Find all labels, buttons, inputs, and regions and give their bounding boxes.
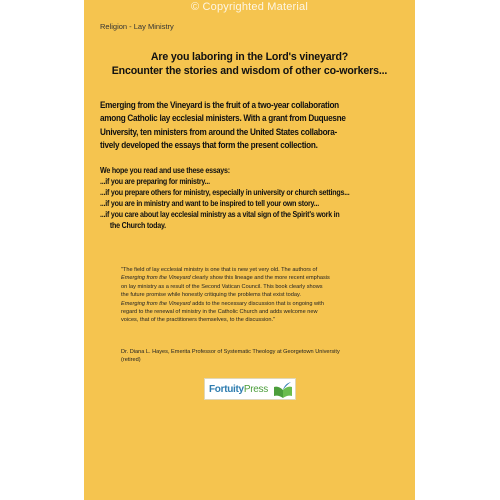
endorsement-quote: [121, 266, 391, 325]
book-title-italic: Emerging from the Vineyard: [121, 300, 191, 307]
logo-word-press: Press: [243, 384, 268, 395]
hope-item: ...if you care about lay ecclesial ministry as a vital sign of the Spirit's work in: [100, 210, 340, 220]
quote-text: adds to the necessary discussion that is ongoing with: [190, 300, 324, 307]
intro-line: Emerging from the Vineyard is the fruit of a two-year collaboration: [100, 100, 339, 110]
hope-list: [100, 165, 375, 232]
intro-line: University, ten ministers from around the United States collabora-: [100, 126, 337, 137]
headline-line-1: Are you laboring in the Lord's vineyard?: [150, 51, 349, 63]
quote-line: the future promise while honestly critiquing the problems that exist today.: [121, 292, 301, 299]
quote-line: on lay ministry as a result of the Second Vatican Council. This book clearly shows: [121, 283, 323, 290]
quote-text: clearly show this lineage and the more recent emphasis: [190, 275, 330, 282]
attribution-line: Dr. Diana L. Hayes, Emerita Professor of Systematic Theology at Georgetown University: [121, 349, 340, 355]
quote-attribution: [121, 348, 396, 365]
quote-line: "The field of lay ecclesial ministry is one that is new yet very old. The authors of: [121, 267, 318, 273]
hope-lead: We hope you read and use these essays:: [100, 166, 230, 175]
open-book-icon: [273, 381, 293, 399]
quote-line: [121, 300, 391, 308]
attribution-line: (retired): [121, 357, 141, 364]
hope-item-continuation: the Church today.: [109, 221, 166, 231]
hope-item: ...if you prepare others for ministry, especially in university or church settings...: [100, 188, 350, 198]
intro-paragraph: [100, 99, 379, 153]
quote-line: voices, that of the practitioners themselves, to the discussion.": [121, 317, 276, 324]
category-label: Religion - Lay Ministry: [100, 22, 174, 31]
copyright-watermark: © Copyrighted Material: [190, 1, 309, 13]
headline-line-2: Encounter the stories and wisdom of other co-workers...: [111, 65, 388, 77]
headline: [84, 50, 415, 78]
logo-word-fortuity: Fortuity: [209, 384, 244, 395]
hope-item: ...if you are preparing for ministry...: [100, 177, 210, 187]
publisher-logo: [204, 378, 296, 400]
publisher-name: [209, 384, 268, 395]
intro-line: tively developed the essays that form the present collection.: [100, 140, 318, 151]
quote-line: [121, 274, 391, 282]
intro-line: among Catholic lay ecclesial ministers. With a grant from Duquesne: [100, 113, 346, 124]
book-title-italic: Emerging from the Vineyard: [121, 275, 191, 282]
hope-item: ...if you are in ministry and want to be inspired to tell your own story...: [100, 199, 319, 209]
book-back-cover: [84, 0, 415, 500]
quote-line: regard to the renewal of ministry in the Catholic Church and adds welcome new: [121, 309, 318, 316]
